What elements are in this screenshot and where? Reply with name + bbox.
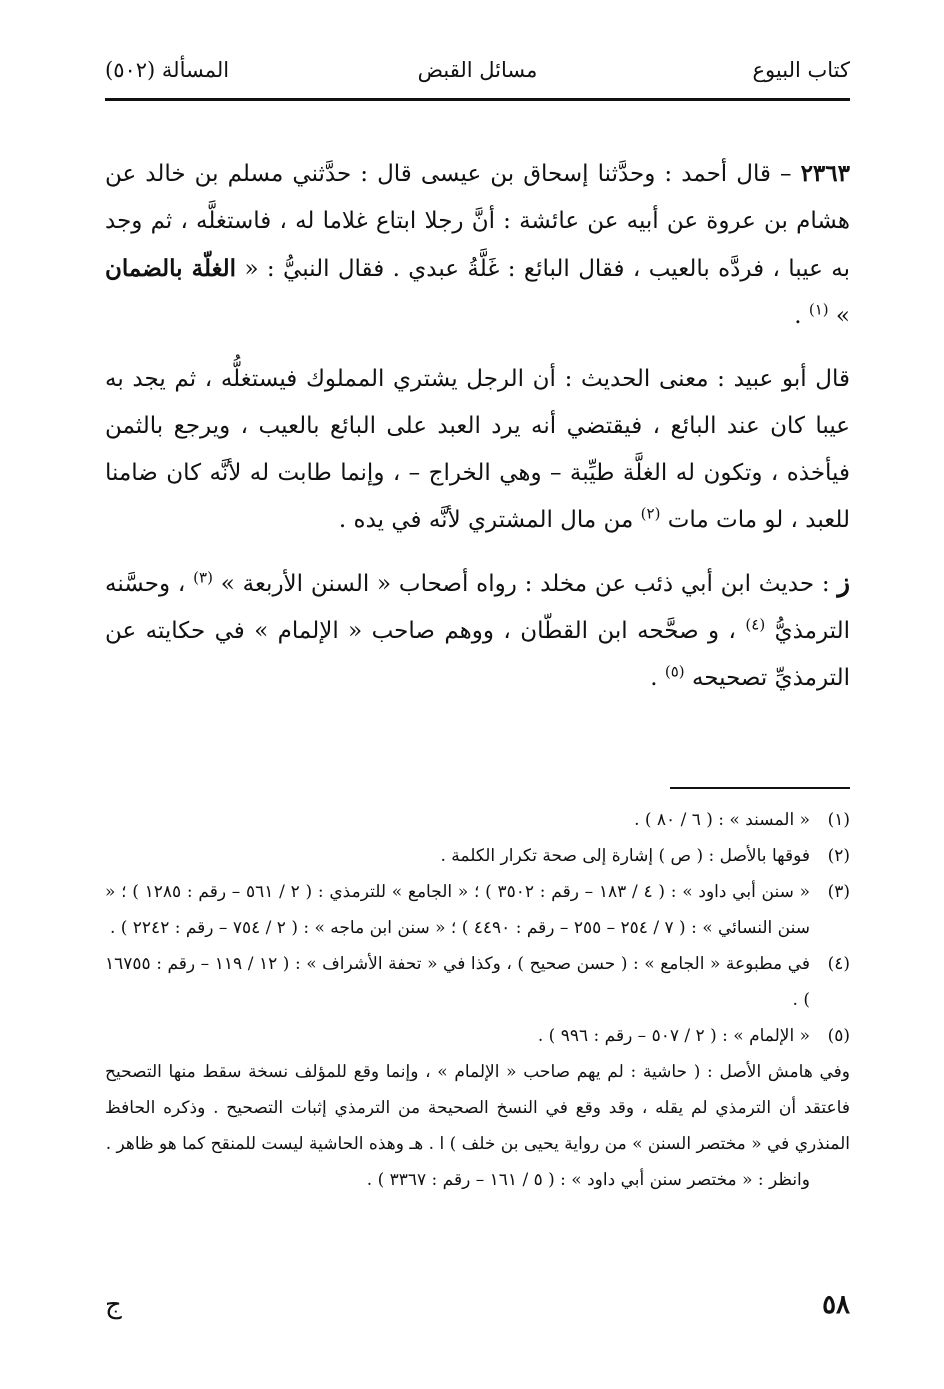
takhrij-part-3: ، و صحَّحه ابن القطّان ، ووهم صاحب « الإلمام » في حكايته عن الترمذيِّ تصحيحه: [105, 618, 850, 691]
footnote-2: [105, 838, 850, 874]
footnote-number: (٣): [827, 882, 850, 902]
footnote-ref-3[interactable]: (٣): [193, 568, 213, 587]
footnotes: [105, 802, 850, 1198]
footnote-number: (٥): [827, 1026, 850, 1046]
footnote-4: [105, 946, 850, 1018]
explanation-text-2: من مال المشتري لأنَّه في يده .: [338, 507, 641, 533]
footnote-text: « المسند » : ( ٦ / ٨٠ ) .: [634, 810, 810, 830]
footnote-number: (٤): [827, 954, 850, 974]
footnote-text: « سنن أبي داود » : ( ٤ / ١٨٣ – رقم : ٣٥٠٢ ) ؛ « الجامع » للترمذي : ( ٢ / ٥٦١ – رقم : ١٢٨٥ ) ؛ « سنن النسائي » : ( ٧ / ٢٥٤ – ٢٥٥ – رقم : ٤٤٩٠ ) ؛ « سنن ابن ماجه » : ( ٢ / ٧٥٤ – رقم : ٢٢٤٢ ) .: [105, 882, 810, 938]
takhrij-part-1: : حديث ابن أبي ذئب عن مخلد : رواه أصحاب « السنن الأربعة »: [212, 571, 838, 597]
page-footer: [105, 1290, 850, 1330]
chapter-title: مسائل القبض: [417, 58, 538, 82]
takhrij-part-4: .: [650, 665, 665, 691]
footnote-ref-5[interactable]: (٥): [664, 662, 685, 681]
footnote-5-margin-note: وفي هامش الأصل : ( حاشية : لم يهم صاحب « الإلمام » ، وإنما وقع للمؤلف نسخة سقط منها التصحيح فاعتقد أن الترمذي لم يقله ، وقد وقع في النسخ الصحيحة من الترمذي إثبات التصحيح . وذكره الحافظ المنذري في « مختصر السنن » من رواية يحيى بن خلف ) ا . هـ وهذه الحاشية ليست للمنقح كما هو ظاهر .: [105, 1062, 850, 1154]
hadith-number: ٢٣٦٣: [800, 160, 850, 187]
footnote-5-see-also: وانظر : « مختصر سنن أبي داود » : ( ٥ / ١٦١ – رقم : ٣٣٦٧ ) .: [366, 1170, 810, 1190]
footnote-text: « الإلمام » : ( ٢ / ٥٠٧ – رقم : ٩٩٦ ) .: [537, 1026, 810, 1046]
hadith-text: – قال أحمد : وحدَّثنا إسحاق بن عيسى قال : حدَّثني مسلم بن خالد عن هشام بن عروة عن أبيه عن عائشة : أنَّ رجلا ابتاع غلاما له ، فاستغلَّه ، ثم وجد به عيبا ، فردَّه بالعيب ، فقال البائع : غَلَّةُ عبدي . فقال النبيُّ : «: [105, 161, 850, 282]
page-number: ٥٨: [822, 1290, 850, 1320]
takhrij-mark: ز: [837, 568, 850, 598]
volume-signature: ج: [105, 1290, 122, 1320]
hadith-quote-close: »: [828, 303, 850, 329]
header-divider: [105, 98, 850, 101]
takhrij-paragraph: [105, 560, 850, 702]
issue-number: المسألة (٥٠٢): [105, 58, 230, 82]
footnote-number: (١): [827, 810, 850, 830]
hadith-quote: الغلّة بالضمان: [105, 255, 237, 282]
footnote-ref-1[interactable]: (١): [808, 300, 829, 319]
running-header: [105, 52, 850, 92]
takhrij-part-2: ، وحسَّنه الترمذيُّ: [105, 571, 850, 644]
footnote-number: (٢): [827, 846, 850, 866]
footnote-ref-2[interactable]: (٢): [640, 504, 661, 523]
hadith-end: .: [794, 303, 809, 329]
footnote-divider: [670, 787, 850, 789]
book-title: كتاب البيوع: [752, 58, 850, 82]
footnote-text: فوقها بالأصل : ( ص ) إشارة إلى صحة تكرار الكلمة .: [440, 846, 810, 866]
footnote-ref-4[interactable]: (٤): [745, 615, 766, 634]
footnote-text: في مطبوعة « الجامع » : ( حسن صحيح ) ، وكذا في « تحفة الأشراف » : ( ١٢ / ١١٩ – رقم : ١٦٧٥٥ ) .: [105, 954, 810, 1010]
explanation-paragraph: [105, 356, 850, 544]
footnote-5: [105, 1018, 850, 1054]
footnote-3: [105, 874, 850, 946]
explanation-text-1: قال أبو عبيد : معنى الحديث : أن الرجل يشتري المملوك فيستغلُّه ، ثم يجد به عيبا كان عند البائع ، فيقتضي أنه يرد العبد على البائع بالعيب ، ويرجع بالثمن فيأخذه ، وتكون له الغلَّة طيِّبة – وهي الخراج – ، وإنما طابت له لأنَّه كان ضامنا للعبد ، لو مات مات: [105, 366, 850, 533]
footnote-1: [105, 802, 850, 838]
hadith-paragraph: [105, 150, 850, 340]
main-text: [105, 150, 850, 718]
